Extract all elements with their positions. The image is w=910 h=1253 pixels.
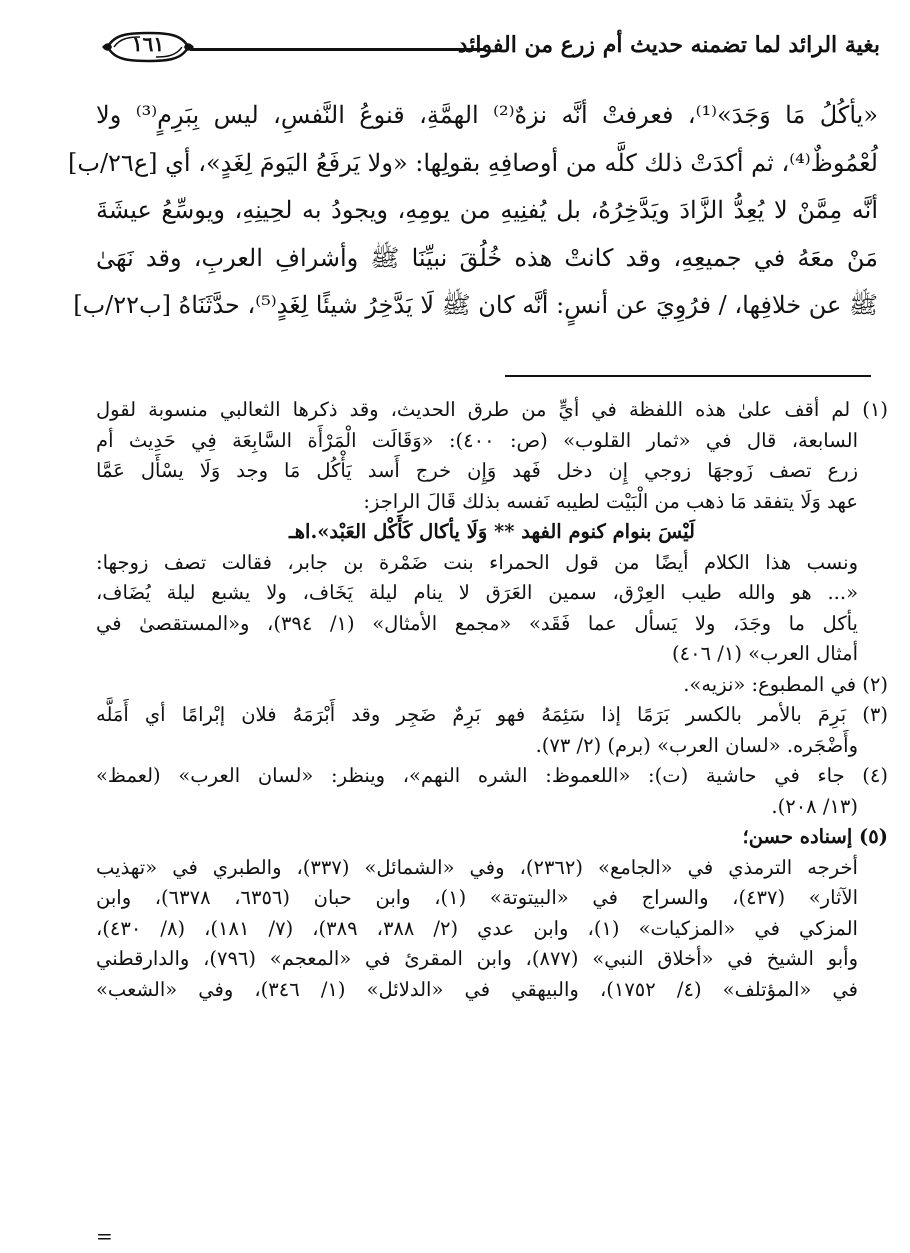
footnote-line: أخرجه الترمذي في «الجامع» (٢٣٦٢)، وفي «الشمائل» (٣٣٧)، والطبري في «تهذيب	[96, 855, 858, 879]
main-line: أنَّه مِمَّنْ لا يُعِدُّ الزَّادَ ويَدَّخِرُهُ، بل يُفنِيهِ من يومِهِ، ويجودُ به لحِينِهِ، ويوسِّعُ عيشَةَ	[96, 196, 878, 224]
main-text	[67, 92, 879, 330]
footnote-line: (٣) بَرِمَ بالأمر بالكسر بَرَمًا إذا سَئِمَهُ فهو بَرِمٌ ضَجِر وقد أَبْرَمَهُ فلان إبْرامًا أي أَمَلَّه	[96, 703, 888, 726]
footnote-line: (٥) إسناده حسن؛	[742, 825, 888, 848]
main-line: مَنْ معَهُ في جميعِهِ، وقد كانتْ هذه خُلُقَ نبيِّنَا ﷺ وأشرافِ العربِ، وقد نَهَىٰ	[96, 243, 878, 272]
footnote-line: المزكي في «المزكيات» (١)، وابن عدي (٢/ ٣٨٨، ٣٨٩)، (٧/ ١٨١)، (٨/ ٤٣٠)،	[96, 916, 858, 940]
footnote-line: يأكل ما وجَدَ، ولا يَسأل عما فَقَد» «مجمع الأمثال» (١/ ٣٩٤)، و«المستقصىٰ في	[96, 611, 858, 635]
footnote-separator	[505, 375, 871, 377]
page-number: ١٦١	[131, 32, 165, 56]
footnote-line: أمثال العرب» (١/ ٤٠٦)	[672, 642, 858, 665]
footnote-line: زرع تصف زَوجهَا زوجي إِن دخل فَهد وَإِن خرج أَسد يَأْكُل مَا وجد وَلَا يسْأَل عَمَّا	[96, 459, 858, 482]
footnote-line: في «المؤتلف» (٤/ ١٧٥٢)، والبيهقي في «الدلائل» (١/ ٣٤٦)، وفي «الشعب»	[96, 977, 858, 1001]
footnote-verse: لَيْسَ بنوام كنوم الفهد ** وَلَا يأكال كَأَكْل العَبْد».اهـ	[289, 520, 695, 543]
footnote-line: السابعة، قال في «ثمار القلوب» (ص: ٤٠٠): «وَقَالَت الْمَرْأَة السَّابِعَة فِي حَدِيث أم	[96, 428, 859, 452]
footnote-line: (٤) جاء في حاشية (ت): «اللعموظ: الشره النهم»، وينظر: «لسان العرب» (لعمظ»	[96, 764, 888, 787]
footnote-line: الآثار» (٤٣٧)، والسراج في «البيتوتة» (١)، وابن حبان (٦٣٥٦، ٦٣٧٨)، وابن	[96, 886, 858, 909]
footnote-line: عهد وَلَا يتفقد مَا ذهب من الْبَيْت لطيبه نَفسه بذلك قَالَ الراجز:	[363, 489, 858, 513]
header-rule	[190, 48, 485, 51]
page-header	[60, 28, 880, 68]
footnote-line: (١) لم أقف علىٰ هذه اللفظة في أيٍّ من طرق الحديث، وقد ذكرها الثعالبي منسوبة لقول	[96, 398, 888, 421]
footnote-line: ونسب هذا الكلام أيضًا من قول الحمراء بنت ضَمْرة بن جابر، فقالت تصف زوجها:	[96, 550, 858, 574]
footnote-line: وأَضْجَره. «لسان العرب» (برم) (٢/ ٧٣).	[535, 733, 858, 757]
running-title: بغية الرائد لما تضمنه حديث أم زرع من الفوائد	[457, 32, 880, 58]
footnotes	[96, 395, 888, 1005]
footnote-line: (١٣/ ٢٠٨).	[771, 794, 858, 818]
main-line: «يأكُلُ مَا وَجَدَ»⁽¹⁾، فعرفتْ أنَّه نزهٌ⁽²⁾ الهمَّةِ، قنوعُ النَّفسِ، ليس بِبَرِمٍ⁽³⁾ ولا	[96, 101, 879, 129]
footnote-line: «... هو والله طيب العِرْق، سمين العَرَق لا ينام ليلة يَخَاف، ولا يشبع ليلة يُضَاف،	[96, 581, 858, 604]
main-line: لُعْمُوظٌ⁽⁴⁾، ثم أكدَتْ ذلك كلَّه من أوصافِهِ بقولِها: «ولا يَرفَعُ اليَومَ لِغَدٍ»، أي [ع٢٦/ب]	[67, 148, 878, 177]
continuation-mark: =	[96, 1224, 113, 1248]
main-line: ﷺ عن خلافِها، / فرُوِيَ عن أنسٍ: أنَّه كان ﷺ لَا يَدَّخِرُ شيئًا لِغَدٍ⁽⁵⁾، حدَّثَنَاهُ [ب٢٢/ب]	[73, 291, 878, 319]
footnote-line: وأبو الشيخ في «أخلاق النبي» (٨٧٧)، وابن المقرئ في «المعجم» (٧٩٦)، والدارقطني	[96, 947, 858, 970]
footnote-line: (٢) في المطبوع: «نزيه».	[683, 672, 888, 696]
